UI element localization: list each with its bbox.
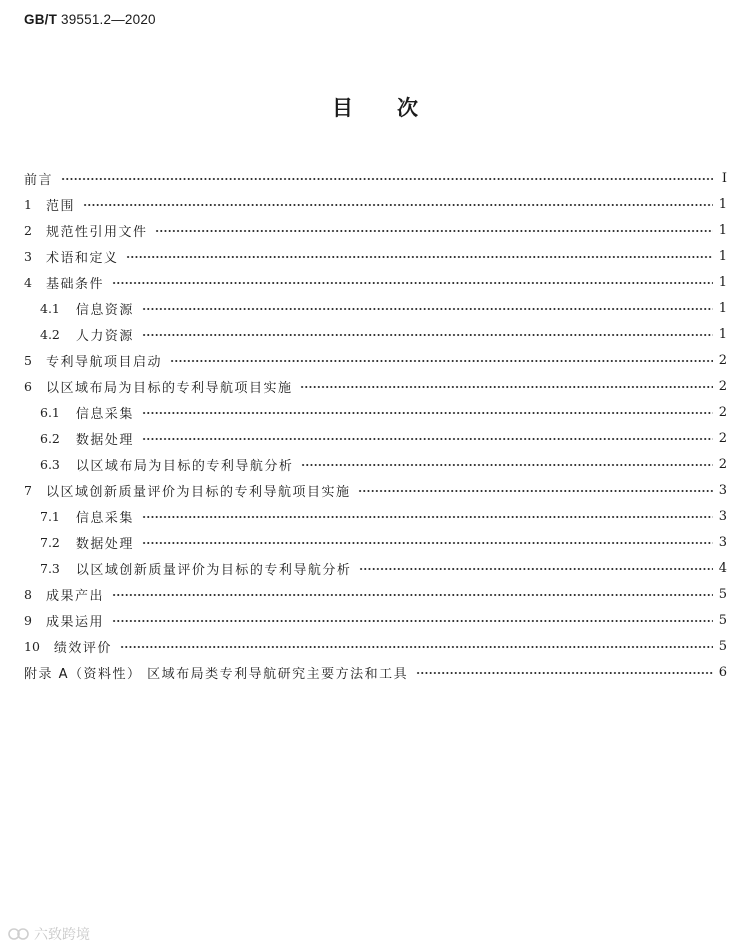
- toc-entry-title: 数据处理: [75, 536, 134, 552]
- standard-code: [24, 12, 156, 27]
- toc-entry-page: 3: [718, 534, 727, 550]
- toc-entry-number: 10: [24, 638, 40, 654]
- toc-entry[interactable]: [24, 243, 727, 269]
- standard-code-number: 39551.2—2020: [61, 12, 156, 27]
- toc-entry-title: 规范性引用文件: [45, 224, 148, 240]
- toc-dot-leader: [142, 308, 713, 310]
- toc-entry-page: 2: [718, 456, 727, 472]
- toc-dot-leader: [170, 360, 713, 362]
- toc-entry-number: 6.2: [40, 430, 60, 446]
- toc-dot-leader: [112, 594, 713, 596]
- toc-entry-title: 以区域布局为目标的专利导航项目实施: [45, 380, 293, 396]
- toc-entry-number: 7: [24, 482, 32, 498]
- toc-entry-title: 术语和定义: [45, 250, 119, 266]
- toc-entry-page: 2: [718, 404, 727, 420]
- toc-entry-number: 7.3: [40, 560, 60, 576]
- watermark-logo-icon: [8, 926, 30, 942]
- table-of-contents: [24, 165, 727, 685]
- toc-dot-leader: [358, 490, 712, 492]
- toc-entry-number: 5: [24, 352, 32, 368]
- toc-entry-page: 1: [718, 196, 727, 212]
- toc-entry[interactable]: [24, 555, 727, 581]
- toc-dot-leader: [359, 568, 712, 570]
- toc-entry[interactable]: [24, 451, 727, 477]
- toc-entry-page: 1: [718, 248, 727, 264]
- toc-entry[interactable]: [24, 659, 727, 685]
- toc-dot-leader: [112, 620, 713, 622]
- toc-dot-leader: [120, 646, 713, 648]
- toc-entry-number: 4.1: [40, 300, 60, 316]
- toc-entry-number: 1: [24, 196, 32, 212]
- toc-entry[interactable]: [24, 529, 727, 555]
- watermark: [8, 924, 90, 944]
- toc-entry-page: 4: [718, 560, 727, 576]
- toc-entry-number: 7.2: [40, 534, 60, 550]
- toc-entry[interactable]: [24, 373, 727, 399]
- toc-entry-title: 附录 A（资料性） 区域布局类专利导航研究主要方法和工具: [24, 666, 409, 682]
- toc-entry-title: 专利导航项目启动: [45, 354, 162, 370]
- toc-entry-page: 2: [718, 430, 727, 446]
- toc-entry[interactable]: [24, 347, 727, 373]
- toc-entry[interactable]: [24, 477, 727, 503]
- page-title-char-2: 次: [397, 96, 418, 120]
- toc-entry-title: 绩效评价: [53, 640, 112, 656]
- toc-entry-number: 6: [24, 378, 32, 394]
- toc-entry-page: 5: [718, 586, 727, 602]
- toc-dot-leader: [300, 386, 712, 388]
- page-title-char-1: 目: [332, 96, 353, 120]
- toc-entry[interactable]: [24, 295, 727, 321]
- toc-entry-number: 8: [24, 586, 32, 602]
- toc-entry-title: 以区域布局为目标的专利导航分析: [75, 458, 294, 474]
- toc-entry[interactable]: [24, 191, 727, 217]
- toc-entry-title: 前言: [24, 172, 54, 188]
- toc-entry-title: 信息采集: [75, 406, 134, 422]
- toc-entry[interactable]: [24, 633, 727, 659]
- toc-dot-leader: [83, 204, 713, 206]
- toc-entry-number: 6.1: [40, 404, 60, 420]
- toc-entry-page: 2: [718, 352, 727, 368]
- toc-entry[interactable]: [24, 607, 727, 633]
- toc-entry-number: 4.2: [40, 326, 60, 342]
- toc-dot-leader: [112, 282, 713, 284]
- toc-dot-leader: [142, 412, 713, 414]
- toc-dot-leader: [142, 334, 713, 336]
- toc-dot-leader: [142, 516, 713, 518]
- toc-dot-leader: [301, 464, 712, 466]
- toc-entry-number: 4: [24, 274, 32, 290]
- toc-entry-number: 7.1: [40, 508, 60, 524]
- toc-entry[interactable]: [24, 217, 727, 243]
- toc-entry-number: 9: [24, 612, 32, 628]
- toc-entry-page: 6: [718, 664, 727, 680]
- page-title: [0, 92, 750, 122]
- toc-entry-page: 1: [718, 274, 727, 290]
- toc-entry[interactable]: [24, 425, 727, 451]
- toc-entry-page: 1: [718, 222, 727, 238]
- toc-entry[interactable]: [24, 321, 727, 347]
- toc-entry-page: 5: [718, 612, 727, 628]
- toc-entry-title: 信息采集: [75, 510, 134, 526]
- toc-entry-number: 3: [24, 248, 32, 264]
- toc-dot-leader: [126, 256, 712, 258]
- toc-entry-title: 以区域创新质量评价为目标的专利导航项目实施: [45, 484, 351, 500]
- toc-entry-title: 基础条件: [45, 276, 104, 292]
- toc-entry-title: 人力资源: [75, 328, 134, 344]
- toc-entry[interactable]: [24, 269, 727, 295]
- toc-entry[interactable]: [24, 581, 727, 607]
- toc-entry-number: 6.3: [40, 456, 60, 472]
- toc-entry-page: 3: [718, 482, 727, 498]
- toc-entry-title: 范围: [45, 198, 75, 214]
- toc-entry-title: 信息资源: [75, 302, 134, 318]
- standard-code-prefix: GB/T: [24, 12, 58, 27]
- toc-entry-title: 成果产出: [45, 588, 104, 604]
- toc-entry[interactable]: [24, 503, 727, 529]
- toc-entry-page: 5: [718, 638, 727, 654]
- toc-entry-title: 成果运用: [45, 614, 104, 630]
- toc-dot-leader: [61, 178, 713, 180]
- toc-entry-page: 1: [718, 326, 727, 342]
- toc-entry-title: 数据处理: [75, 432, 134, 448]
- toc-entry-title: 以区域创新质量评价为目标的专利导航分析: [75, 562, 352, 578]
- toc-entry-page: 3: [718, 508, 727, 524]
- toc-dot-leader: [155, 230, 712, 232]
- toc-entry-page: 1: [718, 300, 727, 316]
- toc-dot-leader: [142, 438, 713, 440]
- toc-entry-page: Ⅰ: [721, 170, 727, 186]
- toc-dot-leader: [416, 672, 713, 674]
- toc-entry-page: 2: [718, 378, 727, 394]
- toc-entry-number: 2: [24, 222, 32, 238]
- toc-entry[interactable]: [24, 165, 727, 191]
- watermark-text: 六致跨境: [34, 927, 90, 943]
- toc-dot-leader: [142, 542, 713, 544]
- toc-entry[interactable]: [24, 399, 727, 425]
